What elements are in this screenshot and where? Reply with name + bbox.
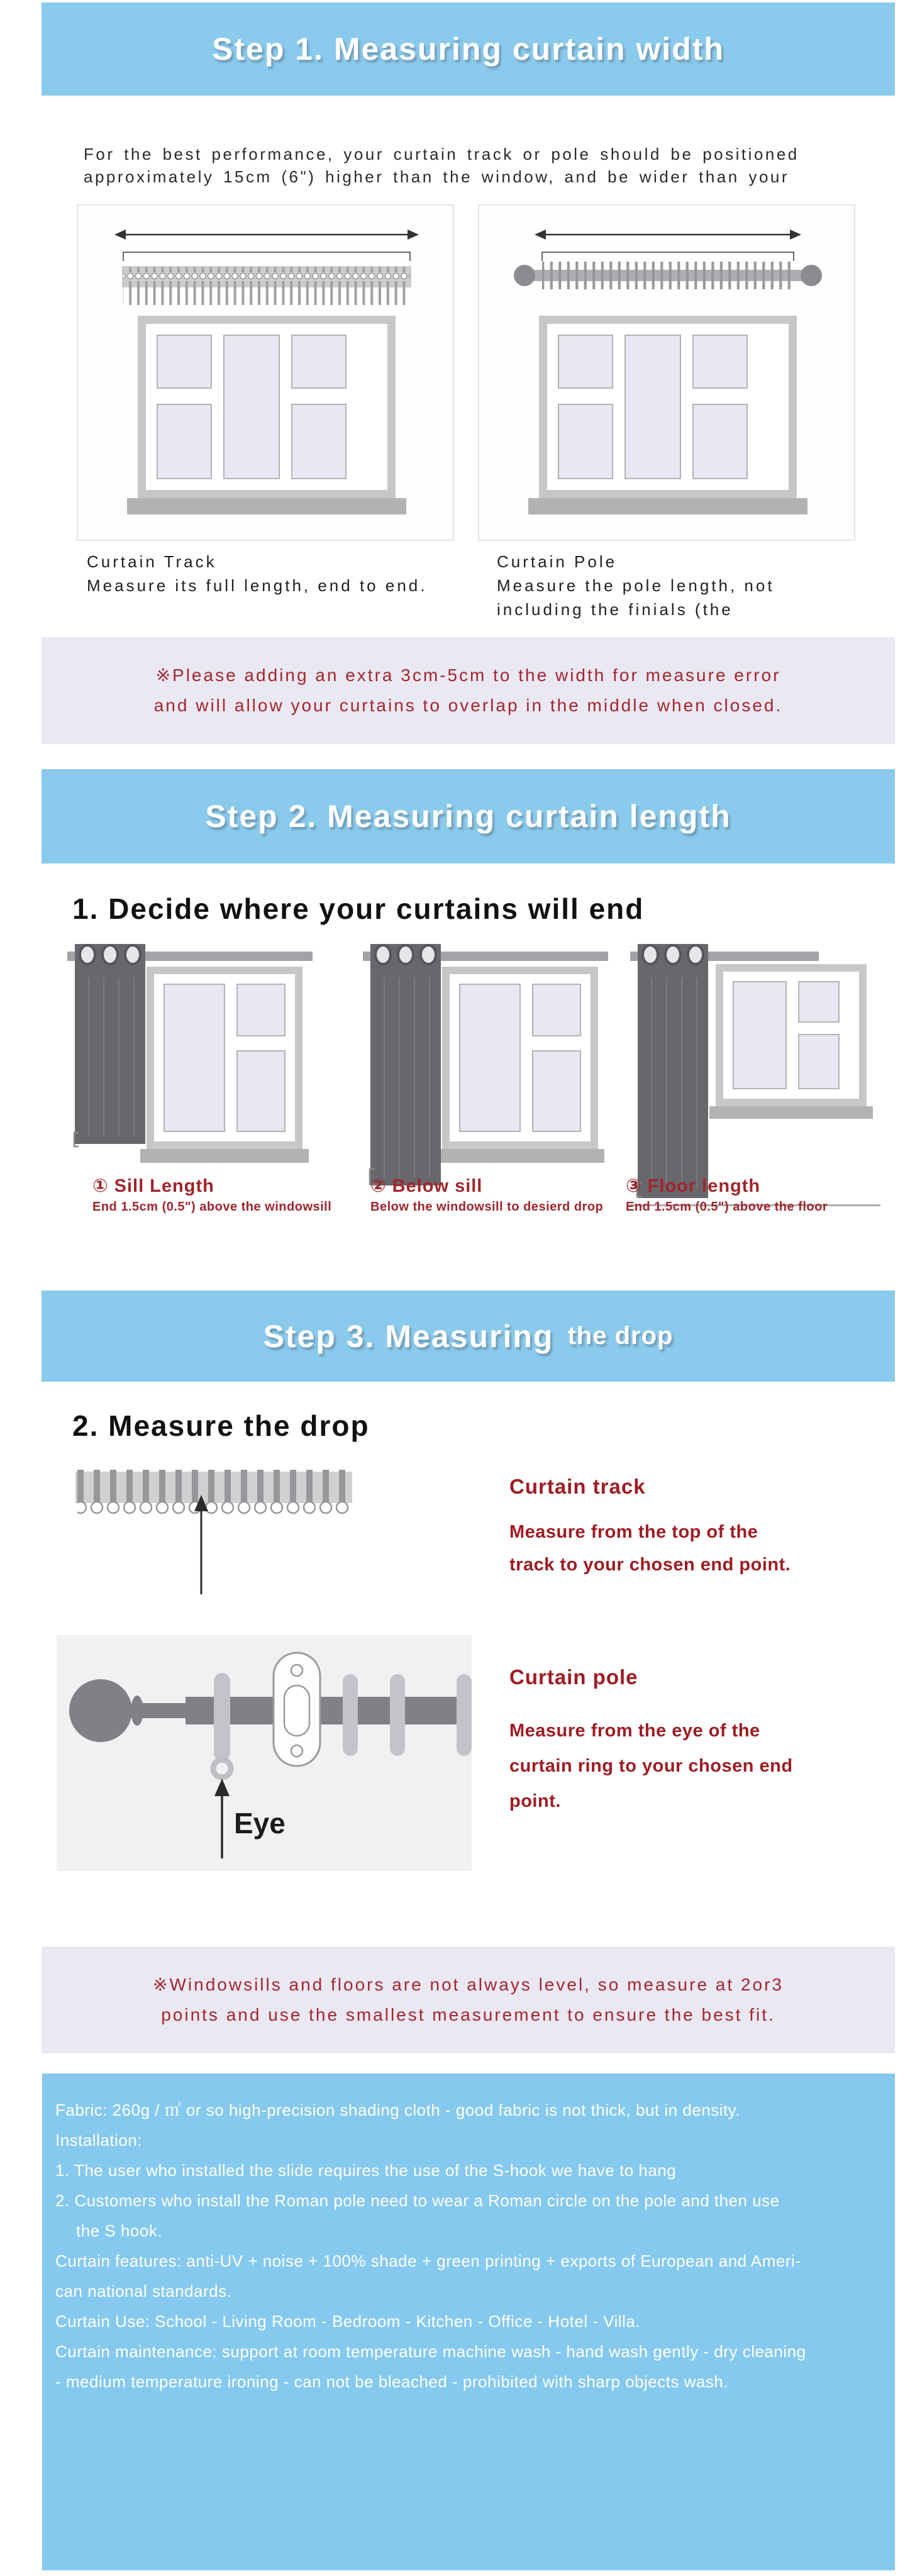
- intro-line-1: For the best performance, your curtain track or pole should be positioned: [84, 145, 799, 164]
- details-use: Curtain Use: School - Living Room - Bedroom - Kitchen - Office - Hotel - Villa.: [55, 2312, 641, 2331]
- step1-header-band: [42, 3, 895, 96]
- details-install-1: 1. The user who installed the slide requires the use of the S-hook we have to hang: [55, 2161, 677, 2180]
- curtain-pole-instruction-1: Measure the pole length, not: [497, 576, 775, 595]
- sill-length-curtain-icon: [66, 940, 318, 1204]
- curtain-track-window-icon: [78, 206, 453, 540]
- details-install-2b: the S hook.: [76, 2221, 163, 2240]
- pole-drop-heading: Curtain pole: [509, 1665, 638, 1689]
- option3-title: ③ Floor length: [626, 1176, 761, 1196]
- track-drop-heading: Curtain track: [509, 1475, 646, 1498]
- details-fabric: Fabric: 260g / ㎡ or so high-precision shading cloth - good fabric is not thick, but in density.: [55, 2101, 740, 2119]
- option1-title: ① Sill Length: [92, 1176, 214, 1196]
- track-drop-line-2: track to your chosen end point.: [509, 1555, 791, 1575]
- track-drop-diagram: [72, 1462, 355, 1610]
- step2-title: Step 2. Measuring curtain length: [205, 799, 731, 834]
- step2-subtitle: 1. Decide where your curtains will end: [72, 892, 645, 925]
- pole-drop-line-2: curtain ring to your chosen end: [509, 1756, 793, 1776]
- step1-title: Step 1. Measuring curtain width: [212, 31, 724, 67]
- option2-title: ② Below sill: [370, 1176, 483, 1196]
- details-install-2: 2. Customers who install the Roman pole need to wear a Roman circle on the pole and then use: [55, 2191, 780, 2210]
- floor-length-curtain-icon: [629, 940, 880, 1211]
- curtain-pole-diagram-box: [478, 204, 855, 541]
- option2-desc: Below the windowsill to desierd drop: [370, 1200, 604, 1214]
- curtain-track-label: Curtain Track: [87, 552, 217, 571]
- step3-header-band: [42, 1291, 895, 1382]
- level-note-line-2: points and use the smallest measurement to ensure the best fit.: [161, 2005, 775, 2024]
- step3-title-sub: the drop: [567, 1322, 674, 1350]
- step3-title-main: Step 3. Measuring: [263, 1318, 554, 1354]
- curtain-pole-instruction-2: including the finials (the: [497, 600, 733, 619]
- product-details-panel: [42, 2074, 895, 2570]
- pole-drop-line-1: Measure from the eye of the: [509, 1721, 760, 1741]
- track-drop-line-1: Measure from the top of the: [509, 1522, 758, 1542]
- option3-desc: End 1.5cm (0.5") above the floor: [626, 1200, 828, 1214]
- details-maintenance-2: - medium temperature ironing - can not be bleached - prohibited with sharp objects wash.: [55, 2372, 729, 2391]
- below-sill-diagram: [362, 940, 613, 1214]
- pole-drop-line-3: point.: [509, 1791, 561, 1811]
- details-features-2: can national standards.: [55, 2282, 232, 2301]
- width-note-line-1: ※Please adding an extra 3cm-5cm to the width for measure error: [155, 665, 781, 685]
- level-measure-note: [42, 1946, 895, 2053]
- eye-label: Eye: [234, 1807, 286, 1840]
- level-note-line-1: ※Windowsills and floors are not always level, so measure at 2or3: [153, 1975, 784, 1994]
- details-installation: Installation:: [55, 2131, 143, 2150]
- curtain-track-diagram-box: [77, 204, 454, 541]
- track-with-hooks-icon: [72, 1462, 355, 1607]
- step2-header-band: [42, 769, 895, 863]
- step3-subtitle: 2. Measure the drop: [72, 1409, 370, 1442]
- curtain-pole-window-icon: [479, 206, 854, 540]
- width-note-line-2: and will allow your curtains to overlap in the middle when closed.: [153, 696, 783, 715]
- details-maintenance: Curtain maintenance: support at room temperature machine wash - hand wash gently - dry cleaning: [55, 2342, 806, 2361]
- below-sill-curtain-icon: [362, 940, 613, 1211]
- curtain-pole-label: Curtain Pole: [497, 552, 618, 571]
- intro-line-2: approximately 15cm (6") higher than the window, and be wider than your: [84, 167, 790, 186]
- floor-length-diagram: [629, 940, 880, 1214]
- sill-length-diagram: [66, 940, 318, 1208]
- details-features: Curtain features: anti-UV + noise + 100% shade + green printing + exports of European and Ameri-: [55, 2251, 801, 2270]
- curtain-track-instruction: Measure its full length, end to end.: [87, 576, 428, 595]
- width-measure-note: [42, 637, 895, 744]
- option1-desc: End 1.5cm (0.5") above the windowsill: [92, 1200, 332, 1214]
